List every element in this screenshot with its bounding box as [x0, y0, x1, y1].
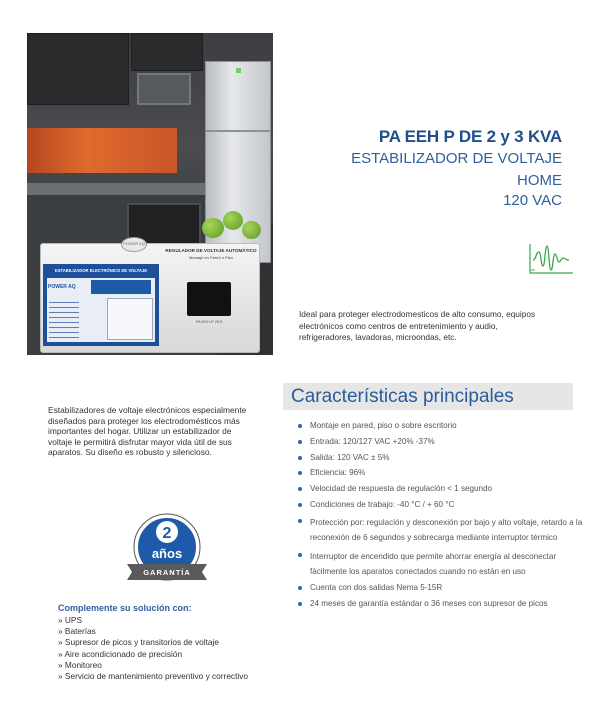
voltage-wave-icon: [527, 240, 575, 276]
list-item: Velocidad de respuesta de regulación < 1 segundo: [298, 483, 583, 495]
bullet-icon: [298, 440, 302, 444]
characteristics-list: [298, 420, 583, 614]
bullet-icon: [298, 424, 302, 428]
list-item: » Supresor de picos y transitorios de voltaje: [58, 637, 219, 648]
characteristics-title: Características principales: [291, 386, 514, 407]
product-line: HOME: [517, 172, 562, 189]
warranty-label: GARANTÍA: [143, 568, 191, 577]
panel-title: ESTABILIZADOR ELECTRÓNICO DE VOLTAJE: [54, 268, 148, 273]
list-item: » Aire acondicionado de precisión: [58, 648, 183, 659]
list-item: » Servicio de mantenimiento preventivo y correctivo: [58, 671, 248, 682]
product-subtitle: ESTABILIZADOR DE VOLTAJE: [351, 150, 562, 167]
warranty-unit: años: [151, 546, 183, 561]
list-item: Cuenta con dos salidas Nema 5-15R: [298, 582, 583, 594]
bullet-icon: [298, 471, 302, 475]
device-header: REGULADOR DE VOLTAJE AUTOMÁTICO: [165, 248, 257, 253]
panel-logo: POWER AQ: [48, 284, 76, 290]
warranty-seal-icon: [122, 512, 212, 590]
list-item: Montaje en pared, piso o sobre escritorio: [298, 420, 583, 432]
list-item: » UPS: [58, 615, 82, 625]
front-label-panel: [43, 264, 159, 346]
product-voltage: 120 VAC: [503, 192, 562, 209]
warranty-number: 2: [162, 525, 172, 542]
list-item: » Baterías: [58, 626, 96, 637]
bullet-icon: [298, 487, 302, 491]
list-item: » Monitoreo: [58, 659, 102, 670]
device-header-sub: Montaje en Pared o Piso: [189, 255, 233, 260]
list-item: Interruptor de encendido que permite ahorrar energía al desconectar fácilmente los aparatos conectados cuando no están en uso: [298, 549, 583, 579]
list-item: Condiciones de trabajo: -40 °C / + 60 °C: [298, 499, 583, 511]
list-item: 24 meses de garantía estándar o 36 meses con supresor de picos: [298, 598, 583, 610]
product-title: PA EEH P DE 2 y 3 KVA: [378, 127, 562, 146]
bullet-icon: [298, 503, 302, 507]
list-item: Protección por: regulación y desconexión por bajo y alto voltaje, retardo a la reconexión de 6 segundos y sobrecarga mediante interruptor térmico: [298, 515, 583, 545]
bullet-icon: [298, 456, 302, 460]
bullet-icon: [298, 519, 302, 523]
intro-text: Estabilizadores de voltaje electrónicos especialmente diseñados para proteger los electrodomésticos más importantes del hogar. Utilizar un estabilizador de voltaje le permitirá disfrutar mayor vida útil de sus aparatos. Su diseño es robusto y silencioso.: [48, 405, 247, 458]
list-item: Salida: 120 VAC ± 5%: [298, 452, 583, 464]
device-display: [187, 282, 231, 316]
list-item: Eficiencia: 96%: [298, 467, 583, 479]
complement-list: [58, 615, 288, 682]
bullet-icon: [298, 553, 302, 557]
device-model-label: PA EEH-P 2KS: [195, 319, 223, 324]
bullet-icon: [298, 602, 302, 606]
brand-badge: POWER AQ: [121, 237, 147, 252]
bullet-icon: [298, 586, 302, 590]
complement-title: Complemente su solución con:: [58, 603, 192, 613]
stabilizer-product-image: [40, 243, 260, 353]
product-description: Ideal para proteger electrodomesticos de alto consumo, equipos electrónicos como centros de entretenimiento y audio, refrigeradores, lavadoras, microondas, etc.: [299, 309, 536, 342]
list-item: Entrada: 120/127 VAC +20% -37%: [298, 436, 583, 448]
